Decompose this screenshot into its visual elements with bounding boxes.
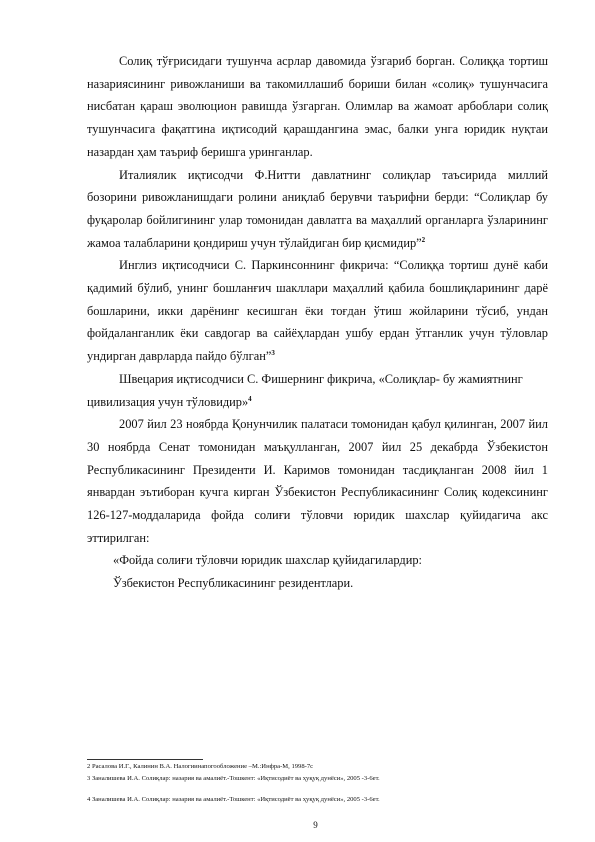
page-number: 9 bbox=[313, 820, 318, 830]
footnote-4: 4 Заналишева И.А. Солиқлар: назария ва амалиёт.-Тошкент: «Иқтисодиёт ва ҳуқуқ дунёси», 2005 -3-6ет. bbox=[87, 796, 380, 803]
footnotes bbox=[87, 761, 548, 806]
body-text bbox=[87, 50, 548, 595]
paragraph-payers-intro: «Фойда солиғи тўловчи юридик шахслар қуйидагилардир: bbox=[113, 553, 422, 568]
paragraph-parkinson: Инглиз иқтисодчиси С. Паркинсоннинг фикрича: “Солиққа тортиш дунё каби қадимий бўлиб, унинг бошланғич шакллари маҳаллий қабила бошлиқларининг дарё бошларини, икки дарёнинг кесишган ёки тоғдан ўтиш жойларини тўсиб, ундан фойдаланганлик ёки савдогар ва сайёҳлардан ушбу ердан ўтганлик учун тўловлар ундирган даврларда пайдо бўлган”$^3$ bbox=[87, 258, 548, 364]
footnote-separator bbox=[87, 759, 203, 760]
footnote-ref-4[interactable]: 4 bbox=[248, 394, 252, 403]
footnote-2: 2 Расалова И.Г., Калинин В.А. Налогиинапогообложение –М.:Инфра-М, 1998-7с bbox=[87, 763, 314, 770]
paragraph-residents: Ўзбекистон Республикасининг резидентлари. bbox=[113, 576, 354, 591]
footnote-ref-3[interactable]: 3 bbox=[271, 349, 275, 358]
paragraph-tax-code: 2007 йил 23 ноябрда Қонунчилик палатаси томонидан қабул қилинган, 2007 йил 30 ноябрда Сенат томонидан маъқулланган, 2007 йил 25 декабрда Ўзбекистон Республикасининг Президенти И. Каримов томонидан тасдиқланган 2008 йил 1 январдан эътиборан кучга кирган Ўзбекистон Республикасининг Солиқ кодексининг 126-127-моддаларида фойда солиғи тўловчи юридик шахслар қуйидагича акс эттирилган: bbox=[87, 417, 548, 545]
footnote-3: 3 Заналишева И.А. Солиқлар: назария ва амалиёт.-Тошкент: «Иқтисодиёт ва ҳуқуқ дунёси», 2005 -3-6ет. bbox=[87, 774, 380, 782]
paragraph-tax-concept: Солиқ тўғрисидаги тушунча асрлар давомида ўзгариб борган. Солиққа тортиш назариясининг ривожланиши ва такомиллашиб бориши билан «солиқ» тушунчасига нисбатан қараш эволюцион равишда ўзгарган. Олимлар ва жамоат арбоблари солиқ тушунчасига фақатгина иқтисодий қарашдангина эмас, балки унга юридик нуқтаи назардан ҳам таъриф беришга уринганлар. bbox=[87, 54, 548, 159]
paragraph-nitti: Италиялик иқтисодчи Ф.Нитти давлатнинг солиқлар таъсирида миллий бозорини ривожланишдаги ролини аниқлаб берувчи таърифни берди: “Солиқлар бу фуқаролар бойлигининг улар томонидан давлатга ва маҳаллий органларга ўзларининг жамоа талабларини қондириш учун тўлайдиган бир қисмидир”$^2$ bbox=[87, 167, 548, 250]
footnote-ref-2[interactable]: 2 bbox=[421, 235, 426, 244]
paragraph-fisher: Швецария иқтисодчиси С. Фишернинг фикрича, «Солиқлар- бу жамиятнинг цивилизация учун тўловидир»$^4$ bbox=[87, 371, 523, 409]
